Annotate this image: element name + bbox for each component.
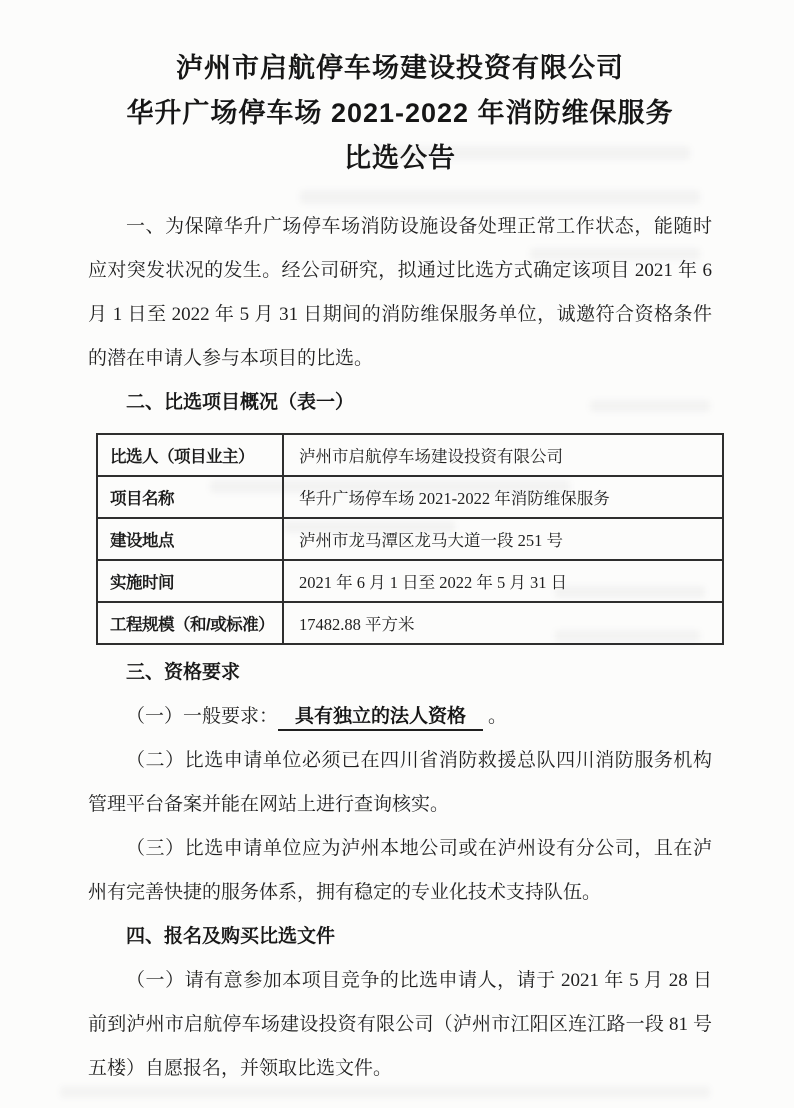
section2-heading: 二、比选项目概况（表一） xyxy=(126,392,355,413)
table-row xyxy=(97,602,723,644)
table-row xyxy=(97,434,723,476)
document-content xyxy=(88,0,712,1091)
row-label: 实施时间 xyxy=(97,560,283,602)
qualification-item-3: （三）比选申请单位应为泸州本地公司或在泸州设有分公司，且在泸州有完善快捷的服务体系，拥有稳定的专业化技术支持队伍。 xyxy=(88,838,712,903)
title-line-1: 泸州市启航停车场建设投资有限公司 xyxy=(176,53,624,83)
section3-heading: 三、资格要求 xyxy=(126,662,241,683)
row-label: 工程规模（和/或标准） xyxy=(97,602,283,644)
row-value: 泸州市龙马潭区龙马大道一段 251 号 xyxy=(283,518,723,560)
qualification-item-2: （二）比选申请单位必须已在四川省消防救援总队四川消防服务机构管理平台备案并能在网站上进行查询核实。 xyxy=(88,750,712,815)
title-line-3: 比选公告 xyxy=(344,143,456,173)
row-value: 华升广场停车场 2021-2022 年消防维保服务 xyxy=(283,476,723,518)
registration-item-1: （一）请有意参加本项目竞争的比选申请人，请于 2021 年 5 月 28 日前到泸州市启航停车场建设投资有限公司（泸州市江阳区连江路一段 81 号五楼）自愿报名，并领取比选文件。 xyxy=(88,970,712,1079)
qualification-item-1-suffix: 。 xyxy=(488,706,508,727)
title-line-2: 华升广场停车场 2021-2022 年消防维保服务 xyxy=(126,98,674,128)
row-value: 2021 年 6 月 1 日至 2022 年 5 月 31 日 xyxy=(283,560,723,602)
document-title xyxy=(88,46,712,181)
row-label: 项目名称 xyxy=(97,476,283,518)
row-value: 泸州市启航停车场建设投资有限公司 xyxy=(283,434,723,476)
qualification-item-1 xyxy=(88,695,712,739)
table-row xyxy=(97,476,723,518)
qualification-item-1-prefix: （一）一般要求： xyxy=(126,706,279,727)
section4-heading: 四、报名及购买比选文件 xyxy=(126,926,336,947)
project-overview-table xyxy=(96,433,724,645)
intro-paragraph: 一、为保障华升广场停车场消防设施设备处理正常工作状态，能随时应对突发状况的发生。经公司研究，拟通过比选方式确定该项目 2021 年 6 月 1 日至 2022 年 5 月 31 日期间的消防维保服务单位，诚邀符合资格条件的潜在申请人参与本项目的比选。 xyxy=(88,216,712,369)
table-row xyxy=(97,560,723,602)
row-value: 17482.88 平方米 xyxy=(283,602,723,644)
row-label: 建设地点 xyxy=(97,518,283,560)
qualification-item-1-blank: 具有独立的法人资格 xyxy=(278,706,483,731)
row-label: 比选人（项目业主） xyxy=(97,434,283,476)
table-row xyxy=(97,518,723,560)
